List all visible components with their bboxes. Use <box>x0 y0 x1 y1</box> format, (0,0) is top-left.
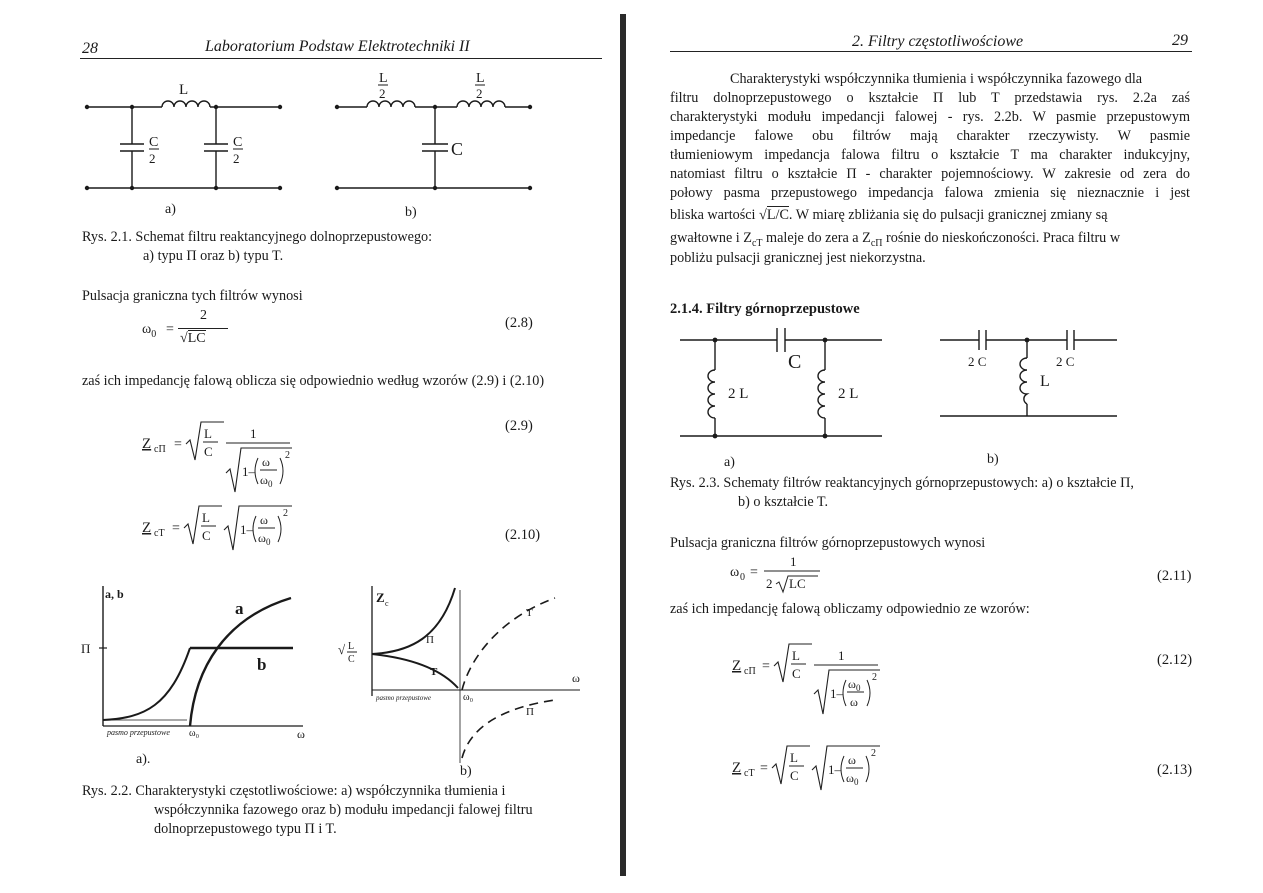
fig22b-T: T <box>430 666 438 678</box>
paragraph-line-4: impedancje falowe obu filtrów mają charakter rzeczywisty. W pasmie <box>670 128 1190 144</box>
eq29-number: (2.9) <box>505 418 533 434</box>
fig21-caption-line2: a) typu Π oraz b) typu T. <box>143 248 284 264</box>
fig22a-axis-label: a, b <box>105 587 124 601</box>
svg-text:0: 0 <box>856 683 861 693</box>
fig22a-pi-tick: Π <box>81 641 91 656</box>
svg-text:0: 0 <box>268 479 273 489</box>
fig22b-w: ω <box>572 671 580 685</box>
svg-text:2: 2 <box>285 450 290 461</box>
svg-text:L: L <box>204 426 212 441</box>
fig21-b-L1: L <box>379 71 388 86</box>
svg-text:=: = <box>172 521 180 536</box>
fig22-label-b: b) <box>460 764 472 779</box>
eq211-number: (2.11) <box>1157 568 1192 584</box>
fig22b-sqrt-L: L <box>348 641 355 652</box>
fig22b-sqrt-C: C <box>348 654 355 665</box>
page-number: 29 <box>1172 32 1188 49</box>
svg-text:=: = <box>760 761 768 776</box>
svg-text:cΠ: cΠ <box>744 666 756 677</box>
fig23-b-2C-left: 2 C <box>968 354 987 369</box>
fig22b-w0: ω₀ <box>463 692 474 703</box>
fig21-a-C2: C <box>233 135 243 150</box>
fig21-a-C1: C <box>149 135 159 150</box>
eq28-number: (2.8) <box>505 315 533 331</box>
impedance-text: zaś ich impedancję falową obliczamy odpowiednio ze wzorów: <box>670 601 1030 617</box>
running-head: Laboratorium Podstaw Elektrotechniki II <box>205 38 470 55</box>
svg-text:cT: cT <box>744 768 755 779</box>
fig22-label-a: a). <box>136 752 151 767</box>
paragraph <box>670 70 1190 268</box>
fig-2-3-circuits <box>670 318 1140 448</box>
svg-text:1–: 1– <box>242 464 255 479</box>
fig23-a-C: C <box>788 351 802 373</box>
fig21-b-den1: 2 <box>379 86 386 101</box>
svg-text:2: 2 <box>872 672 877 683</box>
svg-text:0: 0 <box>740 572 745 583</box>
paragraph-line-1: Charakterystyki współczynnika tłumienia i współczynnika fazowego dla <box>730 71 1143 87</box>
fig22b-axis-sub: c <box>385 599 389 608</box>
fig22a-band: pasmo przepustowe <box>107 728 170 737</box>
svg-text:0: 0 <box>266 537 271 547</box>
svg-text:C: C <box>792 666 801 681</box>
fig21-label-b: b) <box>405 205 417 220</box>
fig22b-axis-label: Z <box>376 590 385 605</box>
fig21-b-C: C <box>451 139 464 159</box>
svg-text:ω: ω <box>262 455 270 469</box>
svg-text:ω: ω <box>258 531 266 545</box>
svg-text:=: = <box>174 437 182 452</box>
svg-text:1: 1 <box>838 648 845 663</box>
fig23-label-b: b) <box>987 452 999 467</box>
fig22b-sqrt-root: √ <box>338 642 346 657</box>
fig21-a-den2: 2 <box>233 151 240 166</box>
fig22a-curve-a: a <box>235 599 244 618</box>
svg-text:Z: Z <box>732 658 742 674</box>
paragraph-line-7: połowy pasma przepustowego impedancja falowa zmienia się nieznacznie i jest <box>670 185 1190 201</box>
running-head: 2. Filtry częstotliwościowe <box>852 33 1024 50</box>
svg-text:C: C <box>202 528 211 543</box>
paragraph-line-2: filtru dolnoprzepustowego o kształcie Π lub T przedstawia rys. 2.2a zaś <box>670 90 1190 106</box>
fig22a-w: ω <box>297 727 305 741</box>
svg-text:ω: ω <box>260 473 268 487</box>
book-spine <box>620 14 626 876</box>
header-rule <box>80 58 602 59</box>
fig21-label-a: a) <box>165 202 176 217</box>
fig22a-w0: ω₀ <box>189 728 200 739</box>
paragraph-line-8: bliska wartości √L/C. W miarę zbliżania się do pulsacji granicznej zmiany są <box>670 207 1108 223</box>
fig21-b-den2: 2 <box>476 86 483 101</box>
intro-text: Pulsacja graniczna tych filtrów wynosi <box>82 288 303 304</box>
left-page <box>0 0 620 893</box>
fig-2-2b-graph <box>330 578 590 768</box>
equation-2-10 <box>140 498 330 558</box>
eq210-number: (2.10) <box>505 527 541 543</box>
paragraph-line-10: pobliżu pulsacji granicznej jest niekorzystna. <box>670 250 926 266</box>
svg-text:2: 2 <box>283 508 288 519</box>
fig23-caption-line2: b) o kształcie T. <box>738 494 829 510</box>
fig22-caption-line2: współczynnika fazowego oraz b) modułu impedancji falowej filtru <box>154 802 533 818</box>
svg-text:0: 0 <box>854 777 859 787</box>
svg-text:2: 2 <box>766 576 773 591</box>
fig22b-pi2: Π <box>526 706 534 718</box>
fig22-caption-line3: dolnoprzepustowego typu Π i T. <box>154 821 337 837</box>
svg-text:LC: LC <box>789 576 806 591</box>
fig-2-2a-graph <box>75 578 315 748</box>
intro-text: Pulsacja graniczna filtrów górnoprzepustowych wynosi <box>670 535 986 551</box>
svg-text:2: 2 <box>871 748 876 759</box>
paragraph-line-5: tłumieniowym impedancja falowa filtru o kształcie T ma charakter indukcyjny, <box>670 147 1190 163</box>
svg-text:Z: Z <box>142 520 152 536</box>
svg-text:=: = <box>762 659 770 674</box>
svg-text:ω: ω <box>846 771 854 785</box>
svg-text:=: = <box>750 565 758 580</box>
svg-text:ω: ω <box>848 677 856 691</box>
fig23-label-a: a) <box>724 455 735 470</box>
section-heading: 2.1.4. Filtry górnoprzepustowe <box>670 301 860 317</box>
fig23-b-L: L <box>1040 373 1050 390</box>
svg-text:C: C <box>204 444 213 459</box>
fig-2-1-circuits <box>75 70 545 220</box>
fig21-a-den1: 2 <box>149 151 156 166</box>
svg-text:1–: 1– <box>240 522 253 537</box>
impedance-text: zaś ich impedancję falową oblicza się odpowiednio według wzorów (2.9) i (2.10) <box>82 373 545 389</box>
svg-text:cT: cT <box>154 528 165 539</box>
svg-text:ω: ω <box>730 565 740 580</box>
fig21-caption-line1: Rys. 2.1. Schemat filtru reaktancyjnego dolnoprzepustowego: <box>82 229 433 245</box>
fig22b-T2: T <box>526 607 533 619</box>
svg-text:ω: ω <box>850 695 858 709</box>
eq213-number: (2.13) <box>1157 762 1193 778</box>
svg-text:cΠ: cΠ <box>154 444 166 455</box>
svg-text:1–: 1– <box>830 686 843 701</box>
equation-2-13 <box>730 738 900 798</box>
svg-text:1: 1 <box>250 426 257 441</box>
page-number: 28 <box>82 40 98 57</box>
fig23-a-2L-left: 2 L <box>728 386 749 402</box>
fig22b-pi: Π <box>426 634 434 646</box>
svg-text:ω: ω <box>848 753 856 767</box>
equation-2-8: $\omega_0$ = 2 √LC <box>142 308 272 348</box>
svg-text:L: L <box>202 510 210 525</box>
paragraph-line-3: charakterystyki modułu impedancji falowej - rys. 2.2b. W pasmie przepustowym <box>670 109 1190 125</box>
fig21-a-L: L <box>179 82 189 98</box>
equation-2-12 <box>730 628 900 718</box>
svg-text:1–: 1– <box>828 762 841 777</box>
paragraph-line-6: natomiast filtru o kształcie Π - charakter pojemnościowy. W zakresie od zera do <box>670 166 1190 182</box>
fig22-caption-line1: Rys. 2.2. Charakterystyki częstotliwościowe: a) współczynnika tłumienia i <box>82 783 506 799</box>
paragraph-line-9: gwałtowne i $Z_{cT}$ maleje do zera a $Z_{c\Pi}$ rośnie do nieskończoności. Praca filtru w <box>670 230 1121 249</box>
svg-text:Z: Z <box>732 760 742 776</box>
eq212-number: (2.12) <box>1157 652 1193 668</box>
svg-text:C: C <box>790 768 799 783</box>
svg-text:Z: Z <box>142 436 152 452</box>
equation-2-9 <box>140 408 330 498</box>
equation-2-11 <box>728 552 838 596</box>
fig22b-band: pasmo przepustowe <box>376 694 432 702</box>
svg-text:L: L <box>792 648 800 663</box>
fig23-a-2L-right: 2 L <box>838 386 859 402</box>
svg-text:ω: ω <box>260 513 268 527</box>
fig23-b-2C-right: 2 C <box>1056 354 1075 369</box>
svg-text:L: L <box>790 750 798 765</box>
fig23-caption-line1: Rys. 2.3. Schematy filtrów reaktancyjnych górnoprzepustowych: a) o kształcie Π, <box>670 475 1134 491</box>
fig22a-curve-b: b <box>257 655 267 674</box>
right-page <box>632 0 1263 893</box>
fig21-b-L2: L <box>476 71 485 86</box>
header-rule <box>670 51 1192 52</box>
svg-text:1: 1 <box>790 554 797 569</box>
